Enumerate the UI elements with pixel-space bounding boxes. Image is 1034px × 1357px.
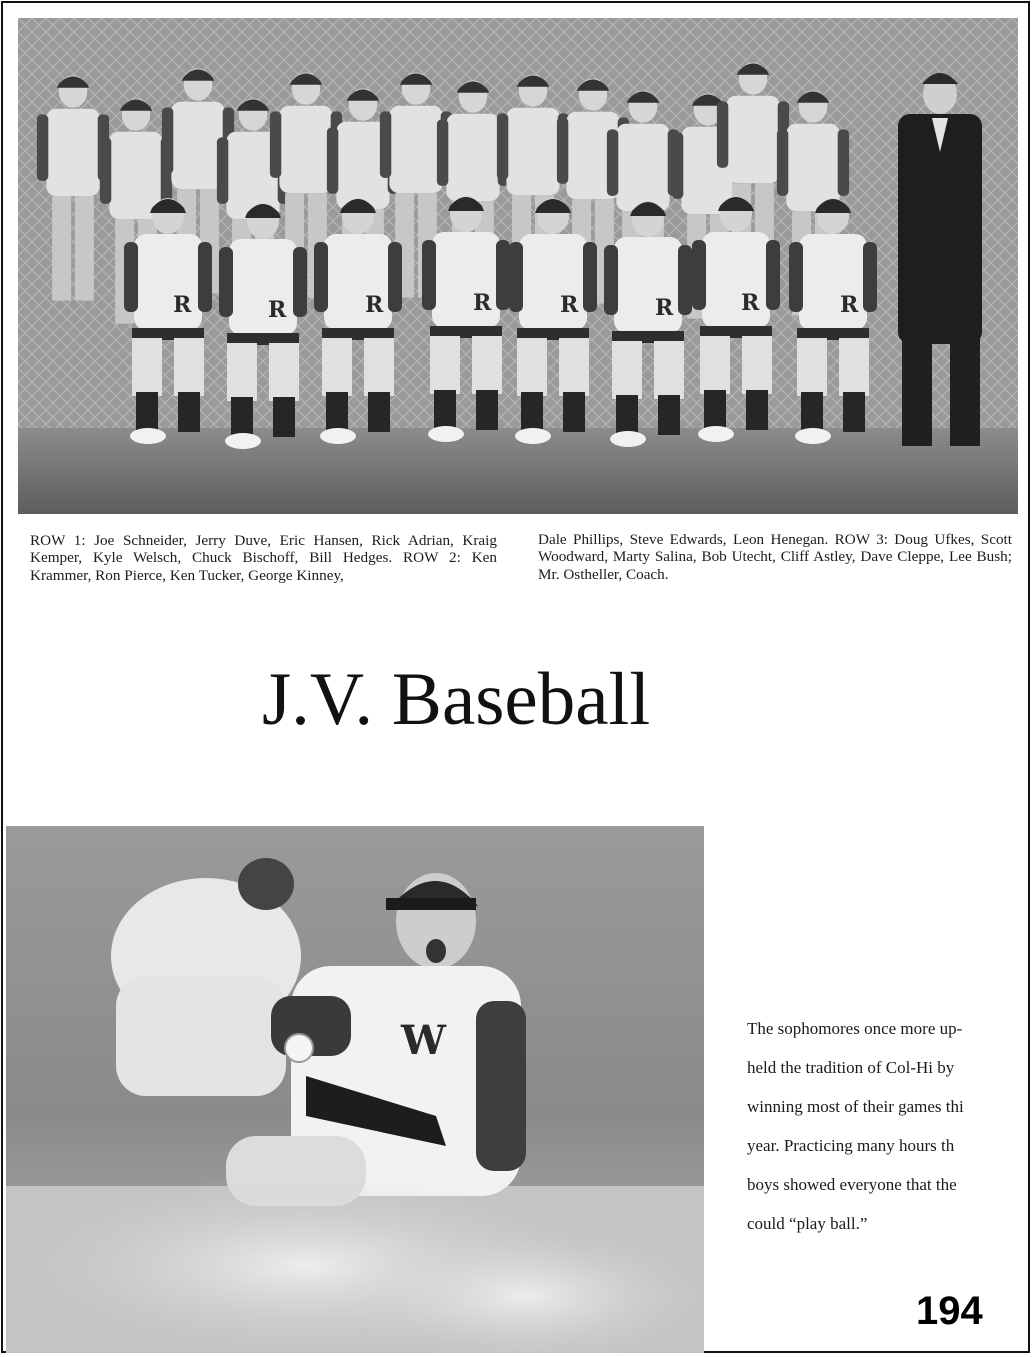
page-number: 194 [916, 1289, 983, 1333]
action-photo [6, 826, 704, 1353]
jersey-letter: R [365, 292, 384, 318]
team-caption-left: ROW 1: Joe Schneider, Jerry Duve, Eric Hansen, Rick Adrian, Kraig Kemper, Kyle Welsch, Chuck Bischoff, Bill Hedges. ROW 2: Ken Krammer, Ron Pierce, Ken Tucker, George Kinney, [30, 532, 497, 584]
jersey-letter: W [401, 1017, 446, 1064]
jersey-letter: R [473, 290, 492, 316]
jersey-letter: R [173, 292, 192, 318]
page-title: J.V. Baseball [262, 658, 651, 741]
story-text [747, 999, 1030, 1253]
team-caption-right: Dale Phillips, Steve Edwards, Leon Henegan. ROW 3: Doug Ufkes, Scott Woodward, Marty Salina, Bob Utecht, Cliff Astley, Dave Cleppe, Lee Bush; Mr. Ostheller, Coach. [538, 531, 1012, 583]
jersey-letter: R [840, 292, 859, 318]
story-line: winning most of their games thi [747, 1096, 964, 1116]
story-line: The sophomores once more up- [747, 1018, 963, 1038]
story-line: held the tradition of Col-Hi by [747, 1057, 955, 1077]
story-line: year. Practicing many hours th [747, 1135, 955, 1155]
team-photo [18, 18, 1018, 514]
story-line: boys showed everyone that the [747, 1174, 957, 1194]
team-photo-image [18, 18, 1018, 514]
action-photo-image [6, 826, 704, 1353]
jersey-letter: R [655, 295, 674, 321]
jersey-letter: R [741, 290, 760, 316]
jersey-letter: R [268, 297, 287, 323]
jersey-letter: R [560, 292, 579, 318]
story-line: could “play ball.” [747, 1213, 868, 1233]
